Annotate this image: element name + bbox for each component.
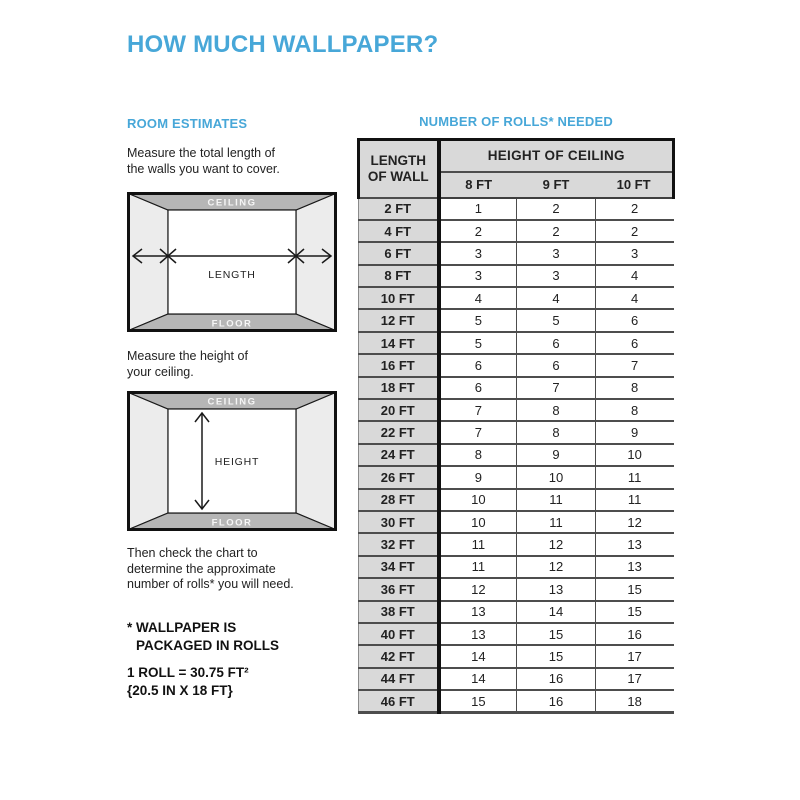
rolls-value-cell: 5: [517, 309, 595, 331]
roll-size-line2: {20.5 IN X 18 FT}: [127, 682, 233, 698]
step1-text: [127, 146, 280, 177]
rolls-value-cell: 6: [517, 332, 595, 354]
rolls-value-cell: 4: [439, 287, 517, 309]
rolls-value-cell: 12: [517, 533, 595, 555]
room-estimates-heading: ROOM ESTIMATES: [127, 116, 248, 131]
table-row: [359, 690, 674, 712]
rolls-value-cell: 11: [439, 556, 517, 578]
table-row: [359, 601, 674, 623]
rolls-value-cell: 13: [439, 623, 517, 645]
table-row: [359, 377, 674, 399]
rolls-value-cell: 6: [517, 354, 595, 376]
rolls-value-cell: 8: [595, 399, 673, 421]
rolls-value-cell: 4: [595, 265, 673, 287]
wall-length-cell: 6 FT: [359, 242, 439, 264]
wall-length-cell: 42 FT: [359, 645, 439, 667]
room-length-diagram: [127, 192, 337, 332]
wall-length-cell: 20 FT: [359, 399, 439, 421]
wall-length-header-line1: LENGTH: [370, 152, 426, 168]
rolls-value-cell: 3: [595, 242, 673, 264]
rolls-value-cell: 9: [517, 444, 595, 466]
rolls-value-cell: 15: [595, 578, 673, 600]
rolls-value-cell: 8: [517, 399, 595, 421]
rolls-value-cell: 10: [595, 444, 673, 466]
table-row: [359, 198, 674, 220]
wall-length-cell: 44 FT: [359, 668, 439, 690]
rolls-value-cell: 10: [439, 489, 517, 511]
rolls-value-cell: 14: [439, 645, 517, 667]
rolls-value-cell: 2: [517, 198, 595, 220]
table-row: [359, 578, 674, 600]
ceiling-label: CEILING: [207, 197, 257, 209]
rolls-value-cell: 6: [595, 332, 673, 354]
wall-length-header: [359, 140, 439, 198]
table-row: [359, 668, 674, 690]
rolls-value-cell: 2: [595, 220, 673, 242]
ceiling-10ft-header: 10 FT: [595, 172, 673, 198]
rolls-value-cell: 6: [595, 309, 673, 331]
rolls-value-cell: 3: [439, 242, 517, 264]
wall-length-cell: 36 FT: [359, 578, 439, 600]
rolls-value-cell: 13: [439, 601, 517, 623]
rolls-value-cell: 7: [439, 421, 517, 443]
rolls-value-cell: 18: [595, 690, 673, 712]
packaging-note: [127, 619, 279, 654]
table-row: [359, 287, 674, 309]
rolls-value-cell: 12: [439, 578, 517, 600]
rolls-value-cell: 2: [517, 220, 595, 242]
rolls-table-body: [359, 198, 674, 713]
rolls-value-cell: 3: [439, 265, 517, 287]
rolls-value-cell: 3: [517, 265, 595, 287]
floor-label: FLOOR: [211, 318, 253, 330]
roll-size-line1: 1 ROLL = 30.75 FT²: [127, 665, 249, 680]
right-wall-shape: [296, 393, 336, 530]
length-label: LENGTH: [208, 269, 256, 281]
step3-line1: Then check the chart to: [127, 546, 258, 560]
rolls-value-cell: 15: [595, 601, 673, 623]
wall-length-cell: 32 FT: [359, 533, 439, 555]
wall-length-cell: 8 FT: [359, 265, 439, 287]
wall-length-cell: 12 FT: [359, 309, 439, 331]
rolls-value-cell: 12: [595, 511, 673, 533]
table-row: [359, 309, 674, 331]
rolls-value-cell: 11: [595, 489, 673, 511]
table-row: [359, 332, 674, 354]
wall-length-cell: 4 FT: [359, 220, 439, 242]
rolls-value-cell: 11: [595, 466, 673, 488]
rolls-value-cell: 9: [595, 421, 673, 443]
floor-label: FLOOR: [211, 517, 253, 529]
step3-line2: determine the approximate: [127, 561, 276, 576]
ceiling-8ft-header: 8 FT: [439, 172, 517, 198]
step3-line3: number of rolls* you will need.: [127, 577, 294, 591]
wall-length-cell: 46 FT: [359, 690, 439, 712]
rolls-value-cell: 10: [517, 466, 595, 488]
step3-text: [127, 546, 294, 593]
rolls-value-cell: 7: [439, 399, 517, 421]
wall-length-cell: 16 FT: [359, 354, 439, 376]
wall-length-cell: 30 FT: [359, 511, 439, 533]
rolls-value-cell: 12: [517, 556, 595, 578]
rolls-value-cell: 8: [517, 421, 595, 443]
wall-length-cell: 22 FT: [359, 421, 439, 443]
wall-length-cell: 2 FT: [359, 198, 439, 220]
rolls-value-cell: 8: [595, 377, 673, 399]
wall-length-cell: 14 FT: [359, 332, 439, 354]
rolls-value-cell: 11: [517, 511, 595, 533]
table-row: [359, 623, 674, 645]
step1-line1: Measure the total length of: [127, 146, 276, 160]
rolls-value-cell: 2: [439, 220, 517, 242]
rolls-value-cell: 7: [517, 377, 595, 399]
table-row: [359, 511, 674, 533]
rolls-value-cell: 8: [439, 444, 517, 466]
rolls-value-cell: 15: [517, 623, 595, 645]
ceiling-height-header: HEIGHT OF CEILING: [439, 140, 674, 172]
left-wall-shape: [129, 393, 169, 530]
rolls-value-cell: 4: [595, 287, 673, 309]
wall-length-cell: 40 FT: [359, 623, 439, 645]
packaging-note-line2: PACKAGED IN ROLLS: [136, 637, 280, 653]
rolls-value-cell: 1: [439, 198, 517, 220]
rolls-value-cell: 11: [439, 533, 517, 555]
table-row: [359, 466, 674, 488]
wall-length-cell: 34 FT: [359, 556, 439, 578]
rolls-value-cell: 5: [439, 309, 517, 331]
rolls-value-cell: 17: [595, 645, 673, 667]
wall-length-cell: 28 FT: [359, 489, 439, 511]
rolls-value-cell: 6: [439, 354, 517, 376]
rolls-value-cell: 9: [439, 466, 517, 488]
back-wall-shape: [168, 210, 296, 314]
wall-length-cell: 18 FT: [359, 377, 439, 399]
rolls-value-cell: 13: [517, 578, 595, 600]
rolls-value-cell: 10: [439, 511, 517, 533]
step2-line1: Measure the height of: [127, 349, 248, 363]
table-row: [359, 399, 674, 421]
room-height-diagram: [127, 391, 337, 531]
rolls-table: [357, 138, 675, 714]
rolls-value-cell: 14: [517, 601, 595, 623]
table-row: [359, 265, 674, 287]
table-row: [359, 354, 674, 376]
wall-length-cell: 38 FT: [359, 601, 439, 623]
table-row: [359, 556, 674, 578]
rolls-value-cell: 14: [439, 668, 517, 690]
rolls-value-cell: 13: [595, 556, 673, 578]
rolls-value-cell: 4: [517, 287, 595, 309]
rolls-value-cell: 11: [517, 489, 595, 511]
rolls-value-cell: 16: [595, 623, 673, 645]
step1-line2: the walls you want to cover.: [127, 161, 280, 176]
table-row: [359, 533, 674, 555]
wall-length-header-line2: OF WALL: [367, 168, 429, 184]
rolls-value-cell: 16: [517, 668, 595, 690]
rolls-value-cell: 13: [595, 533, 673, 555]
rolls-table-heading: NUMBER OF ROLLS* NEEDED: [419, 114, 613, 129]
page-title: HOW MUCH WALLPAPER?: [127, 31, 439, 58]
rolls-value-cell: 5: [439, 332, 517, 354]
step2-text: [127, 349, 248, 380]
roll-size-note: [127, 664, 249, 699]
ceiling-9ft-header: 9 FT: [517, 172, 595, 198]
table-row: [359, 242, 674, 264]
ceiling-label: CEILING: [207, 396, 257, 408]
table-row: [359, 444, 674, 466]
table-row: [359, 220, 674, 242]
table-row: [359, 489, 674, 511]
rolls-value-cell: 16: [517, 690, 595, 712]
table-row: [359, 645, 674, 667]
rolls-value-cell: 15: [517, 645, 595, 667]
table-row: [359, 421, 674, 443]
height-label: HEIGHT: [214, 456, 260, 468]
rolls-value-cell: 15: [439, 690, 517, 712]
rolls-value-cell: 3: [517, 242, 595, 264]
rolls-needed-section: [357, 114, 675, 714]
wall-length-cell: 26 FT: [359, 466, 439, 488]
rolls-value-cell: 6: [439, 377, 517, 399]
wall-length-cell: 24 FT: [359, 444, 439, 466]
packaging-note-line1: * WALLPAPER IS: [127, 620, 237, 635]
rolls-value-cell: 2: [595, 198, 673, 220]
step2-line2: your ceiling.: [127, 364, 194, 379]
rolls-value-cell: 7: [595, 354, 673, 376]
rolls-value-cell: 17: [595, 668, 673, 690]
wall-length-cell: 10 FT: [359, 287, 439, 309]
